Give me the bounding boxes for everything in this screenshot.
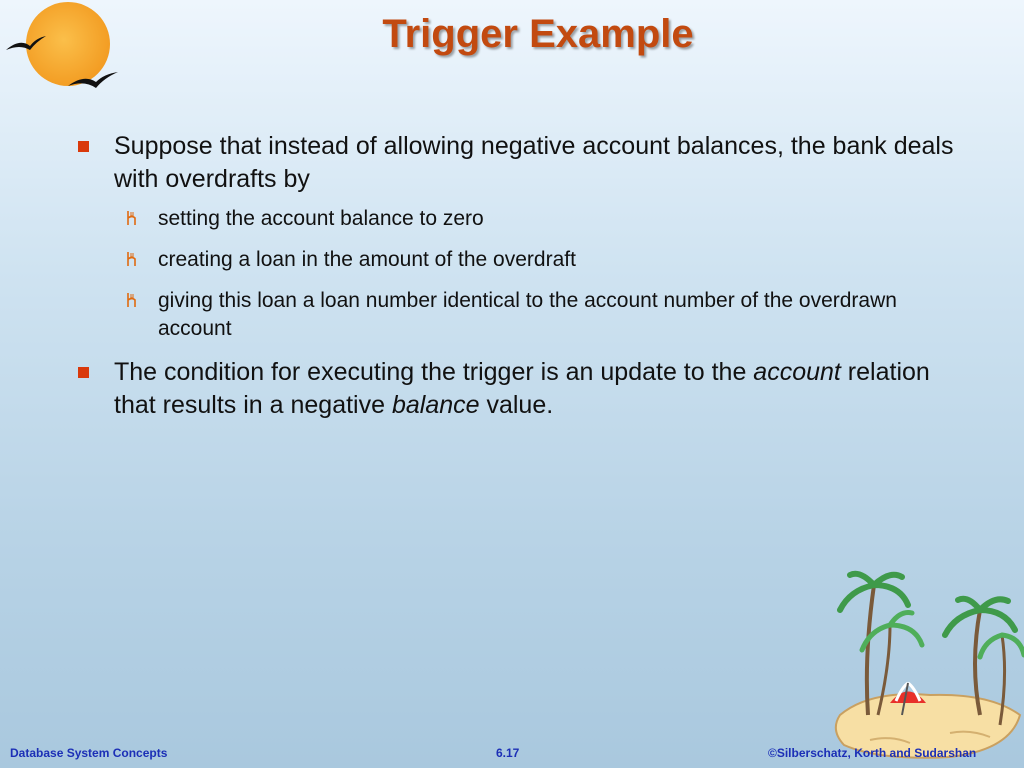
bullet-2-italic-account: account bbox=[753, 358, 841, 386]
sub-bullet-1 bbox=[78, 205, 958, 233]
bullet-1-text: Suppose that instead of allowing negative account balances, the bank deals with overdrafts by bbox=[114, 132, 954, 193]
bullet-2 bbox=[78, 356, 958, 422]
sub-bullet-2 bbox=[78, 246, 958, 274]
bullet-2-text-before: The condition for executing the trigger is an update to the bbox=[114, 358, 754, 386]
h-glyph-icon bbox=[125, 250, 139, 268]
slide-content bbox=[78, 130, 958, 430]
palm-island-icon bbox=[830, 565, 1024, 765]
bullet-2-italic-balance: balance bbox=[391, 391, 480, 419]
bullet-2-text-middle: relation that results in a negative bbox=[114, 358, 930, 419]
h-glyph-icon bbox=[125, 209, 139, 227]
h-glyph-icon bbox=[125, 291, 139, 309]
bullet-2-text-after: value. bbox=[479, 391, 554, 419]
sub-bullet-list bbox=[78, 205, 958, 343]
sub-bullet-3-text: giving this loan a loan number identical to the account number of the overdrawn account bbox=[158, 289, 897, 340]
footer-course-title: Database System Concepts bbox=[10, 746, 168, 760]
square-bullet-icon bbox=[78, 367, 89, 378]
sub-bullet-3 bbox=[78, 287, 958, 343]
sub-bullet-2-text: creating a loan in the amount of the overdraft bbox=[158, 248, 576, 271]
square-bullet-icon bbox=[78, 141, 89, 152]
bullet-1 bbox=[78, 130, 958, 196]
footer-copyright: ©Silberschatz, Korth and Sudarshan bbox=[768, 746, 977, 760]
sub-bullet-1-text: setting the account balance to zero bbox=[158, 207, 484, 230]
slide-title: Trigger Example bbox=[382, 12, 694, 56]
footer-page-number: 6.17 bbox=[496, 746, 520, 760]
